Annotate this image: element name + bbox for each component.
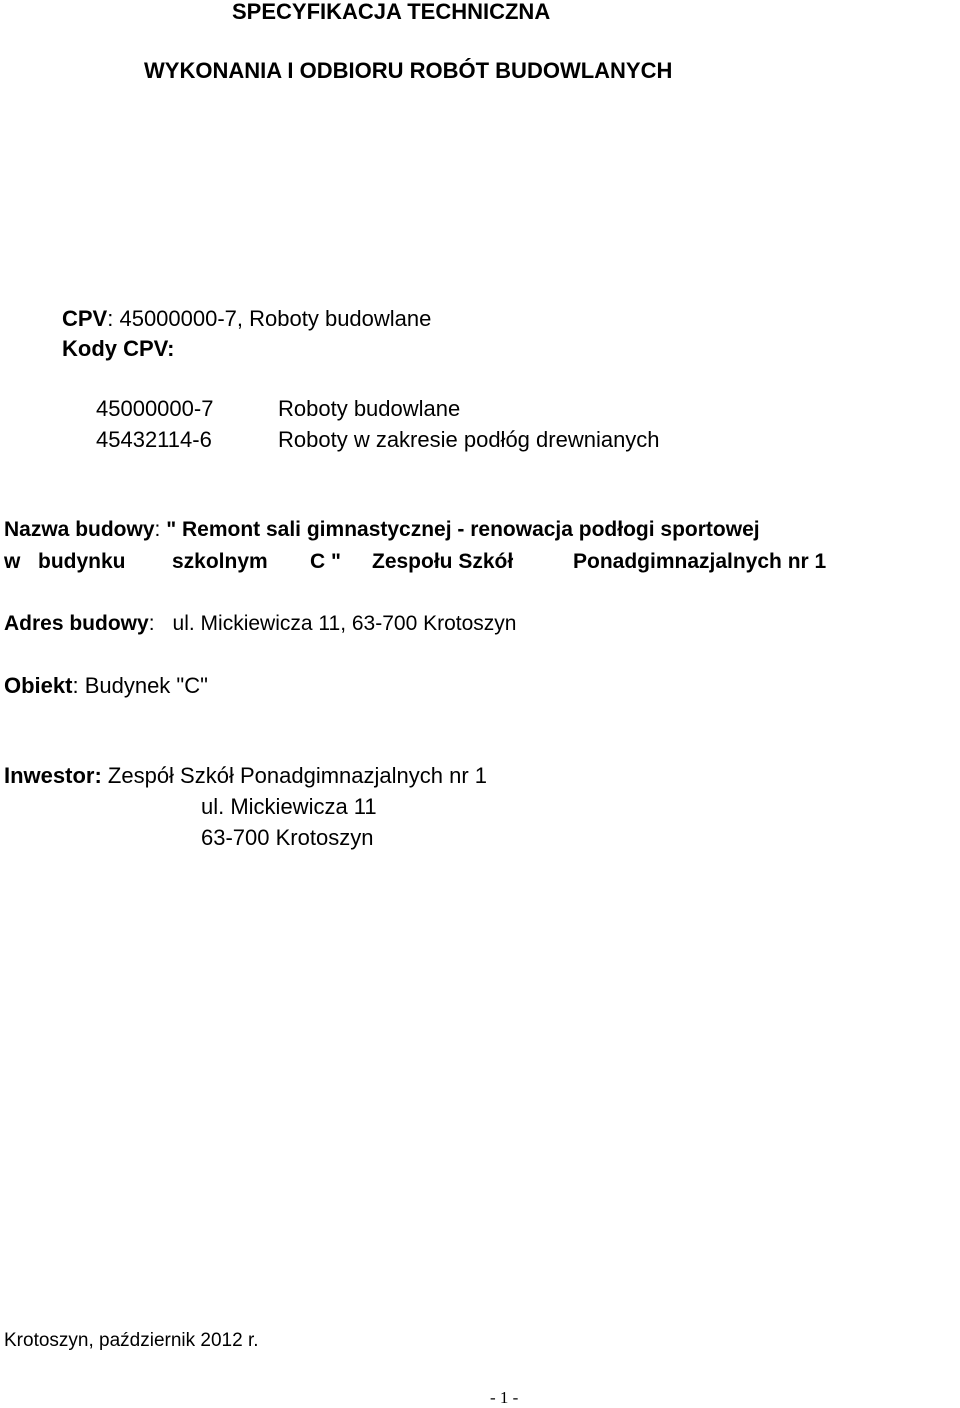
construction-name-colon: : xyxy=(154,518,167,541)
address-line xyxy=(4,611,516,636)
construction-name-value: " Remont sali gimnastycznej - renowacja podłogi sportowej xyxy=(166,518,760,541)
construction-name-line-2 xyxy=(4,549,826,574)
object-value: : Budynek "C" xyxy=(72,673,208,698)
investor-line xyxy=(4,763,487,789)
cpv-code: 45432114-6 xyxy=(96,427,212,452)
document-title-line-2: WYKONANIA I ODBIORU ROBÓT BUDOWLANYCH xyxy=(144,58,673,83)
object-line xyxy=(4,673,208,699)
cpv-code: 45000000-7 xyxy=(96,396,214,421)
document-title-line-1: SPECYFIKACJA TECHNICZNA xyxy=(232,0,551,24)
construction-name-word: C " xyxy=(310,550,341,573)
construction-name-word: budynku xyxy=(38,550,126,573)
construction-name-word: szkolnym xyxy=(172,550,268,573)
investor-address-street: ul. Mickiewicza 11 xyxy=(201,794,377,819)
cpv-value: : 45000000-7, Roboty budowlane xyxy=(107,306,432,331)
investor-address-city: 63-700 Krotoszyn xyxy=(201,825,374,850)
cpv-codes-label: Kody CPV: xyxy=(62,336,175,361)
object-label: Obiekt xyxy=(4,673,73,698)
construction-name-word: w xyxy=(4,550,21,573)
place-date: Krotoszyn, październik 2012 r. xyxy=(4,1330,259,1351)
investor-name: Zespół Szkół Ponadgimnazjalnych nr 1 xyxy=(101,763,488,788)
address-value: ul. Mickiewicza 11, 63-700 Krotoszyn xyxy=(172,612,517,635)
construction-name-word: Ponadgimnazjalnych nr 1 xyxy=(573,550,827,573)
construction-name-word: Zespołu Szkół xyxy=(372,550,514,573)
investor-label: Inwestor: xyxy=(4,763,102,788)
cpv-label: CPV xyxy=(62,306,108,331)
page-number: - 1 - xyxy=(490,1388,519,1407)
cpv-line xyxy=(62,306,431,332)
address-colon: : xyxy=(148,612,155,635)
construction-name-line-1 xyxy=(4,517,760,542)
construction-name-label: Nazwa budowy xyxy=(4,518,155,541)
cpv-code-description: Roboty w zakresie podłóg drewnianych xyxy=(278,427,660,452)
cpv-code-description: Roboty budowlane xyxy=(278,396,461,421)
address-label: Adres budowy xyxy=(4,612,149,635)
